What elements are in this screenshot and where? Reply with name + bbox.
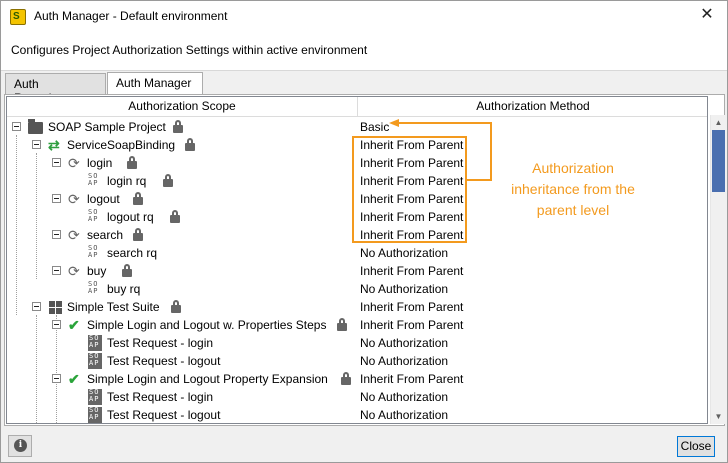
soap-request-icon: SO AP bbox=[88, 244, 99, 259]
vertical-scrollbar[interactable] bbox=[710, 115, 725, 424]
collapse-toggle[interactable] bbox=[32, 302, 41, 311]
soap-request-icon: SO AP bbox=[88, 208, 99, 223]
annotation-line: parent level bbox=[536, 202, 610, 218]
row-method-value[interactable]: Inherit From Parent bbox=[360, 156, 464, 170]
column-header-authorization-scope[interactable]: Authorization Scope bbox=[7, 97, 358, 117]
row-scope-label: login bbox=[87, 156, 113, 170]
soap-test-step-icon: SO AP bbox=[88, 335, 102, 351]
row-scope-label: Test Request - login bbox=[107, 390, 214, 404]
description-panel bbox=[1, 32, 727, 71]
row-scope-label: Test Request - logout bbox=[107, 408, 221, 422]
row-method-value[interactable]: Inherit From Parent bbox=[360, 264, 464, 278]
operation-cycle-icon: ⟳ bbox=[68, 227, 80, 243]
row-method-value[interactable]: Inherit From Parent bbox=[360, 372, 464, 386]
tab-auth-manager[interactable]: Auth Manager bbox=[107, 72, 203, 95]
test-suite-icon bbox=[48, 299, 64, 315]
soap-request-icon: SO AP bbox=[88, 280, 99, 295]
annotation-callout bbox=[498, 158, 648, 221]
row-method-value[interactable]: Inherit From Parent bbox=[360, 138, 464, 152]
row-method-value[interactable]: Inherit From Parent bbox=[360, 228, 464, 242]
lock-icon[interactable] bbox=[132, 192, 144, 205]
operation-cycle-icon: ⟳ bbox=[68, 191, 80, 207]
scroll-up-icon[interactable]: ▲ bbox=[714, 118, 723, 127]
row-method-value[interactable]: Inherit From Parent bbox=[360, 174, 464, 188]
collapse-toggle[interactable] bbox=[32, 140, 41, 149]
lock-icon[interactable] bbox=[172, 120, 184, 133]
row-scope-label: buy rq bbox=[107, 282, 141, 296]
scroll-down-icon[interactable]: ▼ bbox=[714, 412, 723, 421]
row-method-value[interactable]: Basic bbox=[360, 120, 390, 134]
window-close-icon[interactable]: ✕ bbox=[700, 6, 714, 23]
row-scope-label: logout rq bbox=[107, 210, 154, 224]
info-icon: i bbox=[14, 439, 27, 452]
lock-icon[interactable] bbox=[132, 228, 144, 241]
app-logo-icon bbox=[10, 9, 26, 25]
table-row[interactable] bbox=[7, 262, 708, 280]
column-header-authorization-method[interactable]: Authorization Method bbox=[358, 97, 708, 117]
operation-cycle-icon: ⟳ bbox=[68, 155, 80, 171]
collapse-toggle[interactable] bbox=[52, 266, 61, 275]
test-case-check-icon: ✔ bbox=[68, 317, 80, 333]
interface-arrows-icon: ⇄ bbox=[48, 137, 60, 153]
test-case-check-icon: ✔ bbox=[68, 371, 80, 387]
table-row[interactable] bbox=[7, 406, 708, 424]
close-button[interactable]: Close bbox=[677, 436, 715, 457]
row-scope-label: SOAP Sample Project bbox=[48, 120, 166, 134]
row-method-value[interactable]: Inherit From Parent bbox=[360, 318, 464, 332]
annotation-line: Authorization bbox=[532, 160, 614, 176]
annotation-connector bbox=[399, 122, 492, 124]
description-text: Configures Project Authorization Settings within active environment bbox=[11, 43, 368, 57]
row-method-value[interactable]: No Authorization bbox=[360, 246, 449, 260]
row-scope-label: ServiceSoapBinding bbox=[67, 138, 176, 152]
window-title: Auth Manager - Default environment bbox=[34, 9, 228, 23]
folder-icon bbox=[28, 122, 43, 134]
annotation-arrow-icon bbox=[389, 119, 399, 127]
table-row[interactable] bbox=[7, 118, 708, 136]
soap-test-step-icon: SO AP bbox=[88, 353, 102, 369]
collapse-toggle[interactable] bbox=[52, 320, 61, 329]
soap-request-icon: SO AP bbox=[88, 172, 99, 187]
lock-icon[interactable] bbox=[170, 300, 182, 313]
collapse-toggle[interactable] bbox=[52, 230, 61, 239]
collapse-toggle[interactable] bbox=[52, 374, 61, 383]
row-scope-label: logout bbox=[87, 192, 120, 206]
collapse-toggle[interactable] bbox=[52, 158, 61, 167]
annotation-connector bbox=[467, 179, 492, 181]
lock-icon[interactable] bbox=[162, 174, 174, 187]
row-scope-label: Simple Test Suite bbox=[67, 300, 160, 314]
title-bar bbox=[1, 1, 727, 32]
table-row[interactable] bbox=[7, 388, 708, 406]
info-button[interactable] bbox=[8, 435, 32, 457]
row-method-value[interactable]: No Authorization bbox=[360, 390, 449, 404]
lock-icon[interactable] bbox=[121, 264, 133, 277]
scrollbar-thumb[interactable] bbox=[712, 130, 725, 192]
app-logo-letter: S bbox=[13, 11, 20, 22]
table-row[interactable] bbox=[7, 280, 708, 298]
operation-cycle-icon: ⟳ bbox=[68, 263, 80, 279]
row-scope-label: Simple Login and Logout Property Expansion bbox=[87, 372, 328, 386]
tab-auth-repository[interactable]: Auth bbox=[5, 73, 106, 94]
row-scope-label: search bbox=[87, 228, 124, 242]
row-method-value[interactable]: No Authorization bbox=[360, 282, 449, 296]
lock-icon[interactable] bbox=[184, 138, 196, 151]
table-row[interactable] bbox=[7, 244, 708, 262]
lock-icon[interactable] bbox=[336, 318, 348, 331]
row-method-value[interactable]: Inherit From Parent bbox=[360, 210, 464, 224]
soap-test-step-icon: SO AP bbox=[88, 389, 102, 405]
table-row[interactable] bbox=[7, 316, 708, 334]
soap-test-step-icon: SO AP bbox=[88, 407, 102, 423]
table-row[interactable] bbox=[7, 370, 708, 388]
row-method-value[interactable]: No Authorization bbox=[360, 408, 449, 422]
row-scope-label: Test Request - login bbox=[107, 336, 214, 350]
annotation-line: inheritance from the bbox=[511, 181, 635, 197]
annotation-connector bbox=[490, 123, 492, 181]
lock-icon[interactable] bbox=[340, 372, 352, 385]
lock-icon[interactable] bbox=[126, 156, 138, 169]
row-method-value[interactable]: Inherit From Parent bbox=[360, 300, 464, 314]
collapse-toggle[interactable] bbox=[52, 194, 61, 203]
row-scope-label: Simple Login and Logout w. Properties Steps bbox=[87, 318, 327, 332]
annotation-highlight-box bbox=[352, 136, 467, 243]
row-scope-label: buy bbox=[87, 264, 107, 278]
lock-icon[interactable] bbox=[169, 210, 181, 223]
table-row[interactable] bbox=[7, 334, 708, 352]
collapse-toggle[interactable] bbox=[12, 122, 21, 131]
row-method-value[interactable]: Inherit From Parent bbox=[360, 192, 464, 206]
row-scope-label: search rq bbox=[107, 246, 158, 260]
row-scope-label: login rq bbox=[107, 174, 147, 188]
row-scope-label: Test Request - logout bbox=[107, 354, 221, 368]
row-method-value[interactable]: No Authorization bbox=[360, 354, 449, 368]
row-method-value[interactable]: No Authorization bbox=[360, 336, 449, 350]
table-row[interactable] bbox=[7, 352, 708, 370]
table-row[interactable] bbox=[7, 298, 708, 316]
